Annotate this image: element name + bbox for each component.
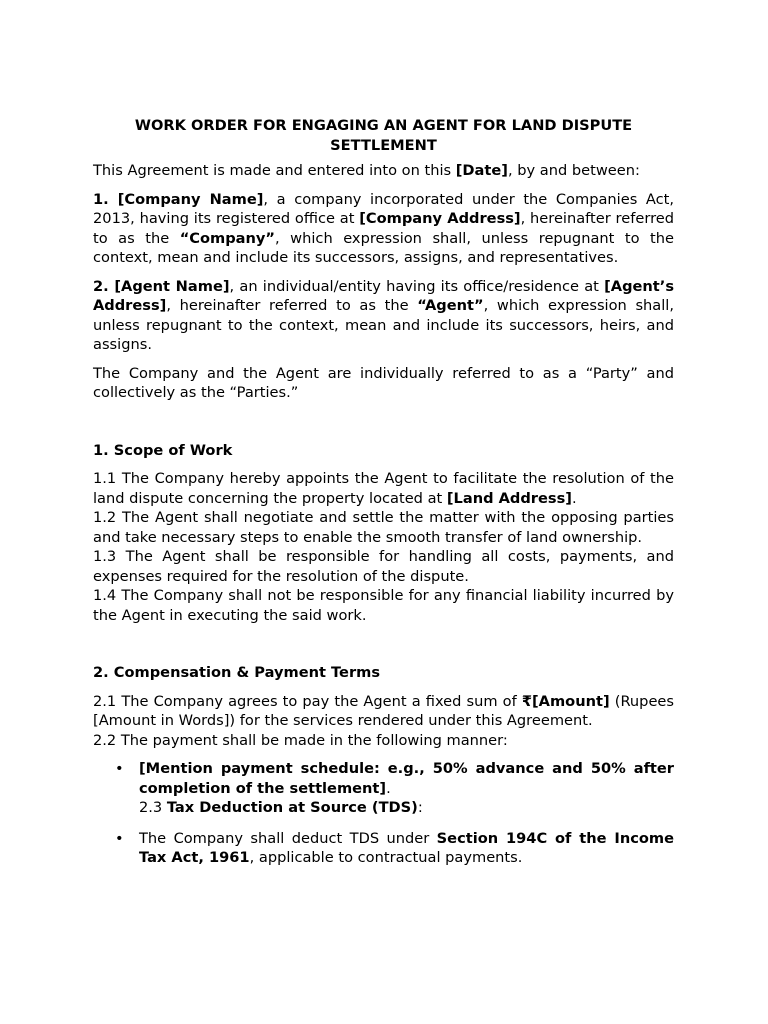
company-alias: “Company”	[179, 229, 276, 247]
party-1-text: , which expression shall, unless repugnant to the context, mean and include its successors, assigns, and representatives.	[93, 229, 674, 266]
title-line-1: WORK ORDER FOR ENGAGING AN AGENT FOR LAND DISPUTE	[134, 117, 633, 134]
agent-alias: “Agent”	[417, 297, 484, 314]
list-item	[93, 829, 674, 868]
document-title	[93, 116, 674, 155]
clause-2-1-end: (Rupees [Amount in Words]) for the services rendered under this Agreement.	[93, 692, 674, 729]
tds-heading: Tax Deduction at Source (TDS)	[166, 799, 418, 816]
party-1-number: 1.	[93, 190, 118, 208]
section-1-heading: 1. Scope of Work	[93, 441, 233, 459]
clause-1-2: 1.2 The Agent shall negotiate and settle the matter with the opposing parties and take necessary steps to enable the smooth transfer of land ownership.	[93, 509, 674, 546]
parties-note: The Company and the Agent are individually referred to as a “Party” and collectively as the “Parties.”	[93, 364, 674, 401]
bullet-icon: •	[115, 760, 124, 777]
land-address-placeholder: [Land Address]	[446, 489, 572, 507]
party-2-text: , which expression shall, unless repugnant to the context, mean and include its successors, heirs, and assigns.	[93, 297, 674, 353]
party-1-paragraph	[93, 190, 674, 268]
intro-paragraph	[93, 161, 674, 181]
clause-2-3-number: 2.3	[139, 799, 167, 816]
clause-1-4: 1.4 The Company shall not be responsible for any financial liability incurred by the Agent in executing the said work.	[93, 587, 674, 624]
section-2-heading: 2. Compensation & Payment Terms	[93, 664, 381, 681]
clause-1-3: 1.3 The Agent shall be responsible for handling all costs, payments, and expenses required for the resolution of the dispute.	[93, 548, 674, 585]
party-1-text: , hereinafter referred to as the	[93, 210, 674, 247]
party-2-text: , an individual/entity having its office/residence at	[229, 277, 605, 295]
list-item	[93, 759, 674, 818]
clause-2-1	[93, 692, 674, 731]
title-line-2: SETTLEMENT	[330, 136, 437, 154]
party-2-text: , hereinafter referred to as the	[166, 297, 418, 314]
tds-text: The Company shall deduct TDS under	[139, 829, 437, 847]
clause-2-1-text: 2.1 The Company agrees to pay the Agent a fixed sum of	[93, 692, 522, 710]
tds-text-end: , applicable to contractual payments.	[249, 849, 523, 866]
company-address-placeholder: [Company Address]	[359, 210, 521, 227]
tds-section-reference: Section 194C of the Income Tax Act, 1961	[139, 829, 674, 866]
spacer	[93, 634, 674, 663]
list-item-end: .	[386, 779, 391, 797]
date-placeholder: [Date]	[455, 162, 508, 179]
document-page	[93, 116, 674, 879]
clause-1-1	[93, 469, 674, 508]
agent-address-placeholder: [Agent’s Address]	[93, 277, 675, 314]
intro-text-end: , by and between:	[507, 162, 640, 179]
amount-placeholder: ₹[Amount]	[521, 692, 610, 710]
spacer	[93, 412, 674, 441]
intro-text: This Agreement is made and entered into on this	[93, 162, 456, 179]
bullet-icon: •	[115, 829, 124, 847]
clause-2-2: 2.2 The payment shall be made in the following manner:	[93, 731, 508, 749]
party-2-number: 2.	[93, 277, 115, 295]
company-name-placeholder: [Company Name]	[117, 190, 264, 208]
party-1-text: , a company incorporated under the Companies Act, 2013, having its registered office at	[93, 190, 674, 227]
payment-list	[93, 759, 674, 868]
party-2-paragraph	[93, 277, 674, 355]
clause-2-3-end: :	[417, 799, 423, 816]
payment-schedule-placeholder: [Mention payment schedule: e.g., 50% advance and 50% after completion of the settlement]	[139, 760, 674, 797]
clause-1-1-text: 1.1 The Company hereby appoints the Agent to facilitate the resolution of the land dispute concerning the property located at	[93, 470, 674, 507]
agent-name-placeholder: [Agent Name]	[114, 277, 230, 295]
clause-1-1-end: .	[571, 489, 577, 507]
